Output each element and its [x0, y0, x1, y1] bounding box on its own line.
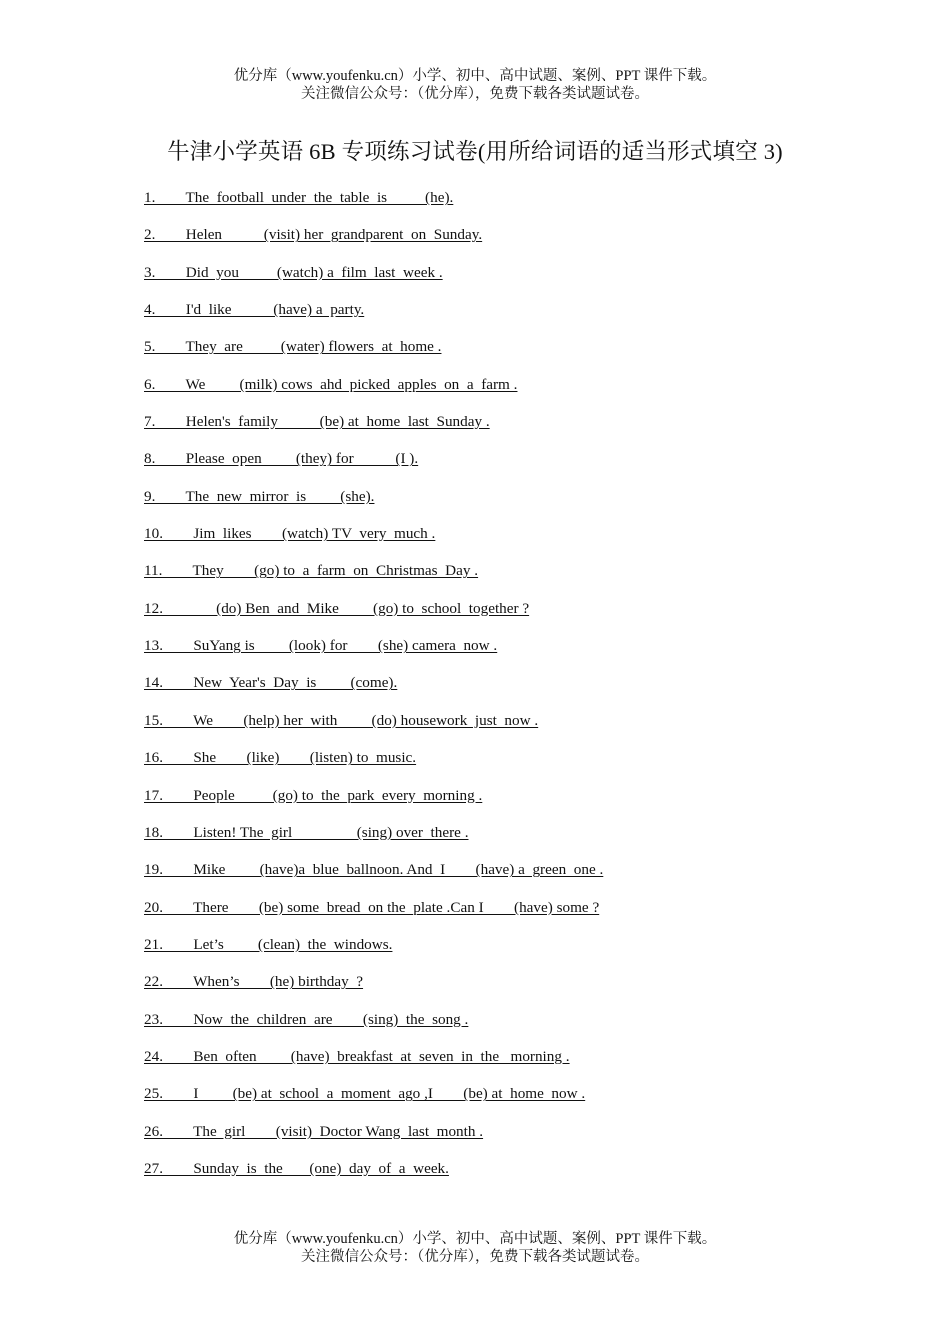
- question-item: 7. Helen's family (be) at home last Sunday .: [144, 413, 490, 431]
- question-item: 1. The football under the table is (he).: [144, 189, 454, 206]
- header-line-1: 优分库（www.youfenku.cn）小学、初中、高中试题、案例、PPT 课件下载。: [233, 68, 717, 84]
- question-item: 27. Sunday is the (one) day of a week.: [144, 1159, 449, 1177]
- footer-line-1: 优分库（www.youfenku.cn）小学、初中、高中试题、案例、PPT 课件下载。: [233, 1231, 717, 1247]
- question-item: 18. Listen! The girl (sing) over there .: [144, 823, 469, 841]
- question-item: 20. There (be) some bread on the plate .Can I (have) some ?: [144, 898, 600, 916]
- question-item: 14. New Year's Day is (come).: [144, 674, 398, 692]
- question-item: 21. Let’s (clean) the windows.: [144, 935, 393, 953]
- question-item: 3. Did you (watch) a film last week .: [144, 263, 443, 281]
- question-item: 17. People (go) to the park every morning .: [144, 786, 483, 804]
- question-item: 19. Mike (have)a blue ballnoon. And I (have) a green one .: [144, 861, 604, 879]
- question-item: 13. SuYang is (look) for (she) camera now .: [144, 637, 498, 655]
- question-item: 10. Jim likes (watch) TV very much .: [144, 525, 436, 543]
- question-item: 25. I (be) at school a moment ago ,I (be) at home now .: [144, 1085, 586, 1103]
- question-item: 22. When’s (he) birthday ?: [144, 973, 364, 991]
- page-footer: [0, 1230, 950, 1266]
- question-item: 16. She (like) (listen) to music.: [144, 749, 417, 767]
- question-item: 9. The new mirror is (she).: [144, 487, 375, 505]
- worksheet-title: 牛津小学英语 6B 专项练习试卷(用所给词语的适当形式填空 3): [167, 139, 783, 164]
- question-item: 15. We (help) her with (do) housework just now .: [144, 711, 539, 729]
- question-item: 4. I'd like (have) a party.: [144, 301, 365, 319]
- question-list: [144, 189, 844, 1197]
- question-item: 5. They are (water) flowers at home .: [144, 338, 442, 356]
- page-header: [0, 67, 950, 103]
- header-line-2: 关注微信公众号：（优分库），免费下载各类试题试卷。: [301, 86, 649, 102]
- question-item: 8. Please open (they) for (I ).: [144, 450, 419, 468]
- footer-line-2: 关注微信公众号：（优分库），免费下载各类试题试卷。: [301, 1249, 649, 1265]
- question-item: 23. Now the children are (sing) the song .: [144, 1010, 469, 1028]
- question-item: 6. We (milk) cows ahd picked apples on a farm .: [144, 375, 518, 393]
- question-item: 12. (do) Ben and Mike (go) to school together ?: [144, 599, 530, 617]
- question-item: 26. The girl (visit) Doctor Wang last month .: [144, 1122, 484, 1140]
- question-item: 11. They (go) to a farm on Christmas Day .: [144, 562, 479, 580]
- question-item: 24. Ben often (have) breakfast at seven in the morning .: [144, 1047, 570, 1065]
- question-item: 2. Helen (visit) her grandparent on Sunday.: [144, 226, 483, 244]
